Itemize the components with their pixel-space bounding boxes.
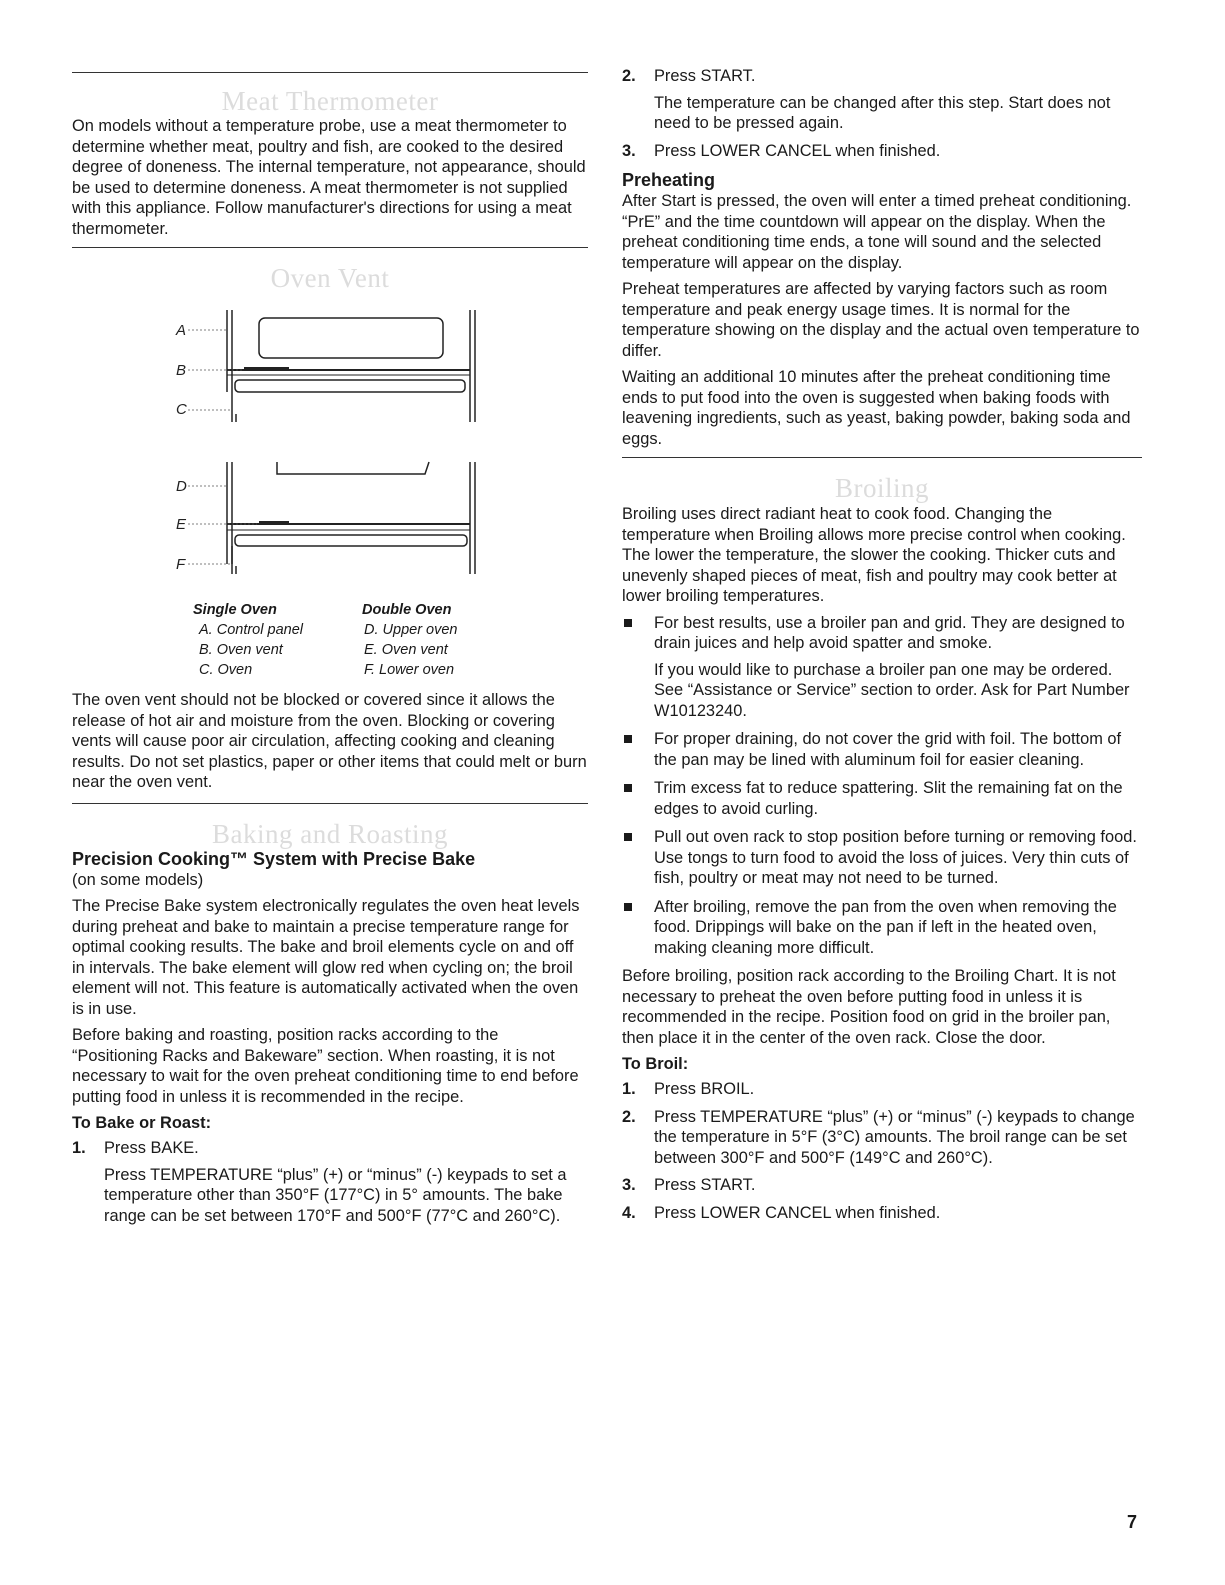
tip-text: For proper draining, do not cover the grid with foil. The bottom of the pan may be lined with aluminum foil for easier cleaning. [654,730,1122,769]
section-divider [72,803,588,804]
tip-text: Pull out oven rack to stop position before turning or removing food. Use tongs to turn food to avoid the loss of juices. Very thin cuts of fish, poultry or meat may not need to be turned. [654,828,1137,887]
broiling-tip [622,827,1142,889]
meat-thermometer-title: Meat Thermometer [221,86,439,116]
step-number: 3. [622,141,636,160]
broiling-tips-list [622,613,1142,959]
bullet-square-icon [624,619,632,627]
step-number: 1. [622,1080,636,1098]
label-f: F [176,556,186,573]
oven-vent-title: Oven Vent [270,263,390,293]
broiling-tip [622,729,1142,770]
page-number: 7 [1127,1512,1138,1532]
step-text: Press LOWER CANCEL when finished. [654,141,941,160]
section-divider [72,72,588,73]
bullet-square-icon [624,735,632,743]
tip-text: After broiling, remove the pan from the oven when removing the food. Drippings will bake on the pan if left in the heated oven, making cleaning more difficult. [654,897,1117,957]
broiling-tip [622,778,1142,819]
step-detail: Press TEMPERATURE “plus” (+) or “minus” (-) keypads to set a temperature other than 350°F (177°C) in 5° amounts. The bake range can be set between 170°F and 500°F (77°C and 260°C). [104,1165,567,1225]
broiling-intro: Broiling uses direct radiant heat to cook food. Changing the temperature when Broiling allows more precise control when cooking. The lower the temperature, the slower the cooking. Thicker cuts and unevenly shaped pieces of meat, fish and poultry may cook better at lower broiling temperatures. [622,505,1126,605]
precise-bake-paragraph: The Precise Bake system electronically regulates the oven heat levels during preheat and bake to maintain a precise temperature range for optimal cooking results. The bake and broil elements cycle on and off in intervals. The bake element will glow red when cycling on; the broil element will not. This feature is automatically activated when the oven is in use. [72,897,580,1018]
bake-steps-continued [622,66,1142,161]
tip-text: For best results, use a broiler pan and grid. They are designed to drain juices and help avoid spatter and smoke. [654,613,1125,652]
step-detail: The temperature can be changed after this step. Start does not need to be pressed again. [654,93,1111,132]
broil-steps-list [622,1079,1142,1223]
legend-heading: Single Oven [193,602,277,618]
broiling-tip [622,613,1142,722]
step-text: Press LOWER CANCEL when finished. [654,1203,941,1222]
step-number: 2. [622,67,636,85]
oven-vent-body: The oven vent should not be blocked or covered since it allows the release of hot air and moisture from the oven. Blocking or covering vents will cause poor air circulation, affecting cooking and cleaning results. Do not set plastics, paper or other items that could melt or burn near the oven vent. [72,691,587,791]
step-text: Press START. [654,67,756,85]
step-text: Press BAKE. [104,1139,199,1157]
preheating-heading: Preheating [622,170,716,190]
preheating-paragraph-3: Waiting an additional 10 minutes after the preheat conditioning time ends to put food into the oven is suggested when baking foods with leavening ingredients, such as yeast, baking powder, baking soda and eggs. [622,368,1131,448]
bake-step-3 [622,141,1142,162]
broil-step [622,1175,1142,1196]
tip-text: Trim excess fat to reduce spattering. Slit the remaining fat on the edges to avoid curling. [654,779,1123,818]
positioning-racks-paragraph: Before baking and roasting, position racks according to the “Positioning Racks and Bakeware” section. When roasting, it is not necessary to wait for the oven preheat conditioning time to end before putting food in unless it is recommended in the recipe. [72,1026,579,1106]
step-number: 1. [72,1139,86,1157]
bake-steps-list [72,1138,588,1226]
to-broil-heading: To Broil: [622,1055,689,1073]
bullet-square-icon [624,833,632,841]
oven-vent-diagram [72,302,588,592]
broil-step [622,1079,1142,1100]
section-divider [622,457,1142,458]
left-column [72,0,588,1233]
broiling-position-paragraph: Before broiling, position rack according to the Broiling Chart. It is not necessary to preheat the oven before putting food in unless it is recommended in the recipe. Position food on grid in the broiler pan, then place it in the center of the oven rack. Close the door. [622,967,1116,1047]
tip-detail: If you would like to purchase a broiler pan one may be ordered. See “Assistance or Service” section to order. Ask for Part Number W10123240. [654,660,1130,720]
section-divider [72,247,588,248]
bullet-square-icon [624,784,632,792]
preheating-paragraph-2: Preheat temperatures are affected by varying factors such as room temperature and peak energy usage times. It is normal for the temperature showing on the display and the actual oven temperature to differ. [622,280,1140,360]
single-oven-figure [175,310,475,422]
legend-item: A. Control panel [199,622,303,638]
step-number: 2. [622,1107,636,1126]
step-number: 3. [622,1176,636,1194]
broiling-tip [622,897,1142,959]
bake-step-1 [72,1138,588,1226]
right-column [622,0,1142,1230]
step-text: Press BROIL. [654,1080,755,1098]
bullet-square-icon [624,903,632,911]
legend-single-oven [193,600,303,680]
bake-step-2 [622,66,1142,134]
legend-heading: Double Oven [362,602,452,618]
label-a: A [176,322,187,339]
legend-item: C. Oven [199,662,253,678]
step-text: Press TEMPERATURE “plus” (+) or “minus” (-) keypads to change the temperature in 5°F (3°C) amounts. The broil range can be set between 300°F and 500°F (149°C and 260°C). [654,1107,1135,1167]
legend-item: E. Oven vent [364,642,448,658]
legend-item: D. Upper oven [364,622,458,638]
on-some-models-note: (on some models) [72,870,204,889]
to-bake-heading: To Bake or Roast: [72,1114,212,1132]
label-d: D [176,478,187,495]
double-oven-figure [176,462,475,574]
label-b: B [176,362,187,379]
broil-step [622,1107,1142,1169]
meat-thermometer-body: On models without a temperature probe, use a meat thermometer to determine whether meat, poultry and fish, are cooked to the desired degree of doneness. The internal temperature, not appearance, should be used to determine doneness. A meat thermometer is not supplied with this appliance. Follow manufacturer's directions for using a meat thermometer. [72,117,586,238]
broil-step [622,1203,1142,1224]
diagram-legend [72,600,588,684]
legend-item: B. Oven vent [199,642,283,658]
preheating-paragraph-1: After Start is pressed, the oven will enter a timed preheat conditioning. “PrE” and the time countdown will appear on the display. When the preheat conditioning time ends, a tone will sound and the selected temperature will appear on the display. [622,192,1132,272]
step-number: 4. [622,1203,636,1222]
baking-roasting-title: Baking and Roasting [212,818,448,849]
precision-cooking-heading: Precision Cooking™ System with Precise Bake [72,848,476,869]
legend-double-oven [362,600,458,680]
step-text: Press START. [654,1176,756,1194]
label-e: E [176,516,187,533]
broiling-title: Broiling [834,473,929,503]
legend-item: F. Lower oven [364,662,455,678]
label-c: C [176,401,187,418]
